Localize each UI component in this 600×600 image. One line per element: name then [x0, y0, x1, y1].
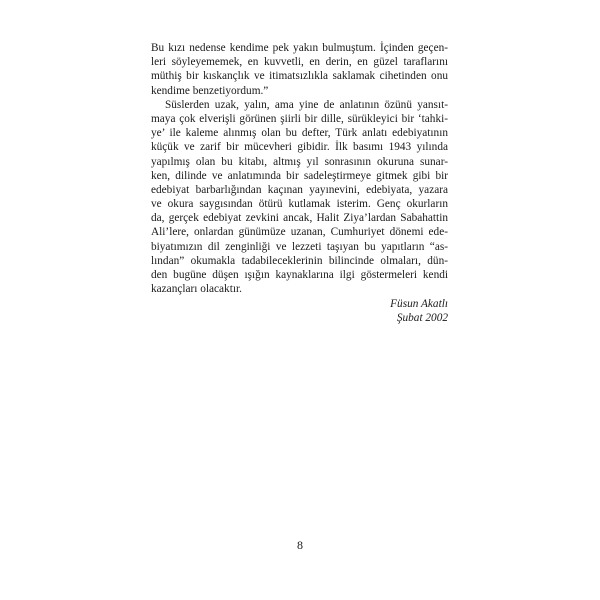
page-number: 8	[297, 538, 303, 552]
text-line: maya çok elverişli görünen şiirli bir dille, sürükleyici bir ‘tahki-	[151, 112, 448, 125]
text-line: kendime benzetiyordum.”	[151, 84, 269, 97]
body-text	[151, 41, 448, 296]
text-line: yapılmış olan bu kitabı, altmış yıl sonrasının okuruna sunar-	[151, 155, 448, 168]
text-line: Ali’lere, onlardan günümüze uzanan, Cumhuriyet dönemi ede-	[151, 226, 448, 239]
text-line: leri söyleyememek, en kuvvetli, en derin, en güzel taraflarını	[151, 56, 448, 69]
text-line: edebiyat barbarlığından kaçınan yayınevini, edebiyata, yazara	[151, 183, 448, 196]
paragraph	[151, 41, 448, 98]
text-line: kazançları olacaktır.	[151, 283, 242, 296]
paragraph	[151, 98, 448, 297]
text-line: Bu kızı nedense kendime pek yakın bulmuştum. İçinden geçen-	[151, 42, 448, 54]
text-line: biyatımızın dil zenginliği ve lezzeti taşıyan bu yapıtların “as-	[151, 240, 448, 253]
text-line: müthiş bir kıskançlık ve itimatsızlıkla saklamak cihetinden onu	[151, 70, 448, 83]
text-line: da, gerçek edebiyat zevkini ancak, Halit Ziya’lardan Sabahattin	[151, 212, 448, 225]
text-line: lından” okumakla tadabileceklerinin bilincinde olmaları, dün-	[151, 254, 448, 267]
text-line: ye’ ile kaleme alınmış olan bu defter, Türk anlatı edebiyatının	[151, 127, 448, 140]
signature-date: Şubat 2002	[396, 312, 448, 325]
author-name: Füsun Akatlı	[390, 298, 448, 310]
text-line: ve okura saygısından ötürü kutlamak isterim. Genç okurların	[151, 198, 448, 211]
signature-block	[390, 297, 448, 325]
text-line: ken, dilinde ve anlatımında bir sadeleştirmeye gitmek gibi bir	[151, 169, 448, 182]
text-line: Süslerden uzak, yalın, ama yine de anlatının özünü yansıt-	[165, 98, 448, 111]
text-line: den bugüne düşen ışığın kaynaklarına ilgi göstermeleri kendi	[151, 269, 448, 281]
text-line: küçük ve zarif bir mücevheri gibidir. İlk basımı 1943 yılında	[151, 141, 448, 154]
